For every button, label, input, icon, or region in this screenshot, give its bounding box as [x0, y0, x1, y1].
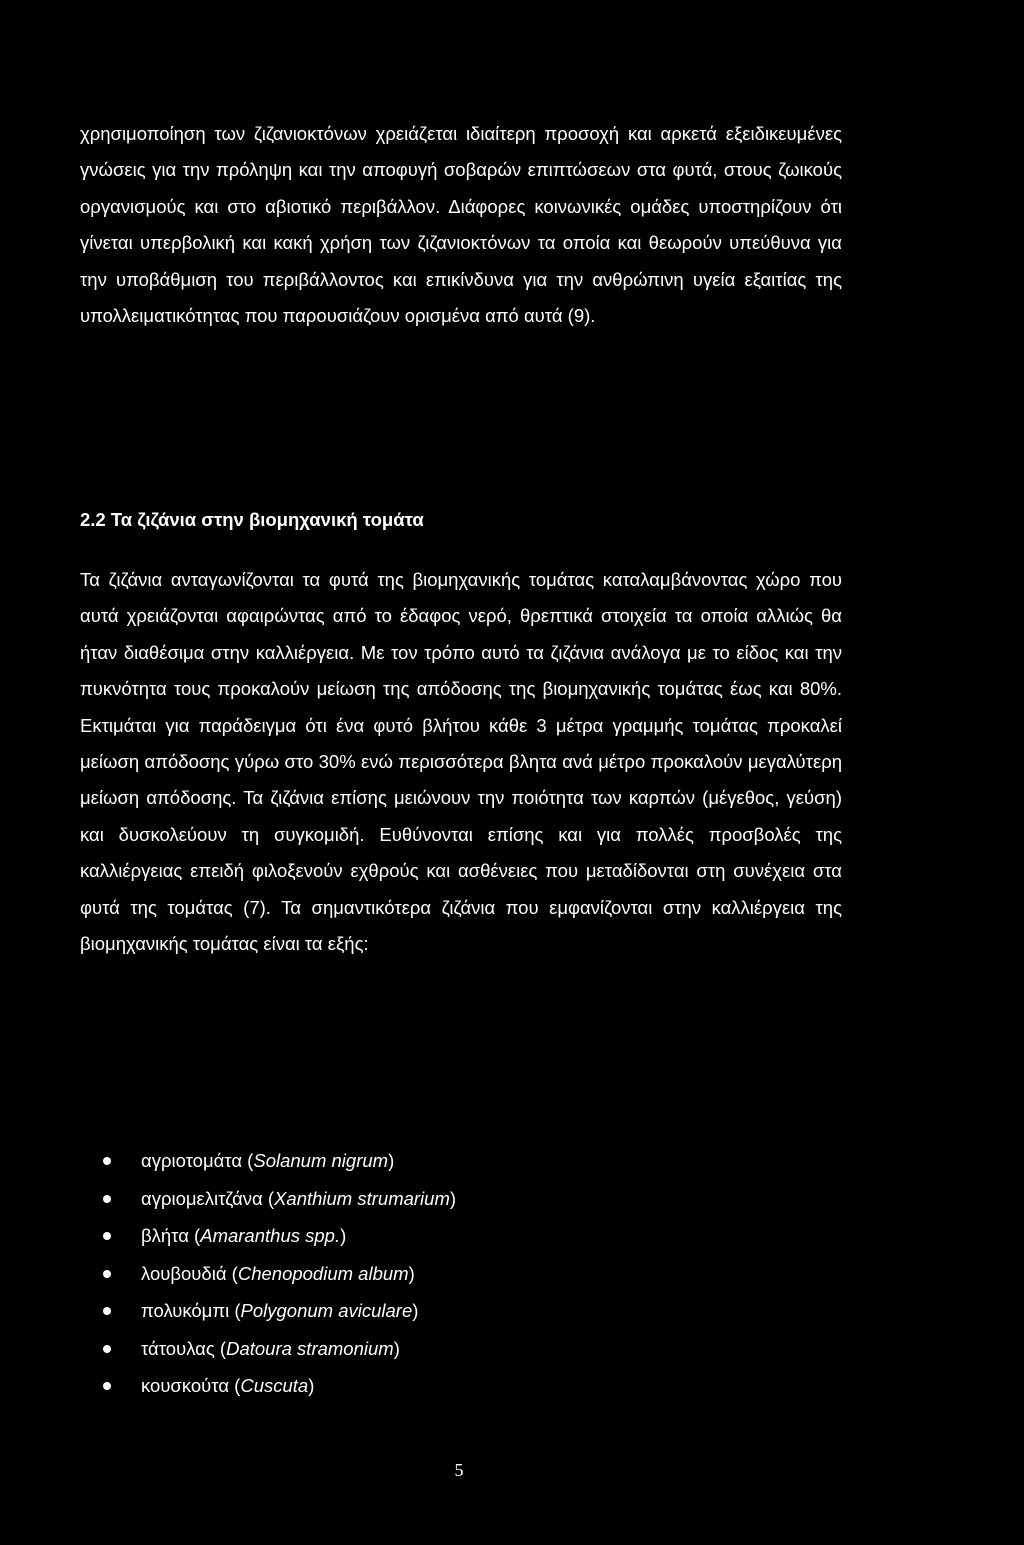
- list-item: αγριοτομάτα (Solanum nigrum): [103, 1142, 456, 1180]
- weed-latin-name: Datoura stramonium: [226, 1337, 394, 1359]
- weed-common-name: βλήτα: [141, 1225, 189, 1246]
- bullet-icon: [103, 1157, 111, 1165]
- section-sentence: Ευθύνονται επίσης και για πολλές προσβολές της καλλιέργειας επειδή φιλοξενούν εχθρούς και ασθένειες που μεταδίδονται στη συνέχεια στα φυτά της τομάτας (7).: [80, 823, 843, 918]
- page-number: 5: [454, 1460, 464, 1480]
- list-item: τάτουλας (Datoura stramonium): [103, 1330, 456, 1368]
- bullet-icon: [103, 1195, 111, 1203]
- bullet-icon: [103, 1270, 111, 1278]
- bullet-icon: [103, 1345, 111, 1353]
- weed-latin-name: Xanthium strumarium: [274, 1187, 450, 1209]
- weed-list: [103, 1142, 456, 1405]
- section-paragraph: [80, 562, 842, 962]
- weed-common-name: αγριομελιτζάνα: [141, 1187, 263, 1209]
- weed-latin-name: Polygonum aviculare: [240, 1300, 413, 1321]
- weed-latin-name: Chenopodium album: [237, 1262, 409, 1284]
- section-sentence: Τα σημαντικότερα ζιζάνια που εμφανίζονται στην καλλιέργεια της βιομηχανικής τομάτας είναι τα εξής:: [80, 896, 842, 955]
- weed-latin-name: Solanum nigrum: [253, 1150, 389, 1171]
- list-item: κουσκούτα (Cuscuta): [103, 1367, 456, 1405]
- list-item: πολυκόμπι (Polygonum aviculare): [103, 1292, 456, 1330]
- weed-latin-name: Cuscuta: [240, 1375, 309, 1396]
- weed-latin-name: Amaranthus spp.: [200, 1225, 341, 1246]
- bullet-icon: [103, 1307, 111, 1315]
- section-sentence: Εκτιμάται για παράδειγμα ότι ένα φυτό βλήτου κάθε 3 μέτρα γραμμής τομάτας προκαλεί μείωση απόδοσης γύρω στο 30% ενώ περισσότερα βλητα ανά μέτρο προκαλούν μεγαλύτερη μείωση απόδοσης.: [80, 714, 842, 809]
- section-sentence: Με τον τρόπο αυτό τα ζιζάνια ανάλογα με το είδος και την πυκνότητα τους προκαλούν μείωση της απόδοσης της βιομηχανικής τομάτας έως και 80%.: [80, 641, 842, 700]
- weed-common-name: κουσκούτα: [141, 1375, 230, 1396]
- weed-common-name: αγριοτομάτα: [141, 1150, 243, 1171]
- list-item: αγριομελιτζάνα (Xanthium strumarium): [103, 1180, 456, 1218]
- list-item: λουβουδιά (Chenopodium album): [103, 1255, 456, 1293]
- bullet-icon: [103, 1382, 111, 1390]
- list-item: βλήτα (Amaranthus spp.): [103, 1217, 456, 1255]
- intro-paragraph: χρησιμοποίηση των ζιζανιοκτόνων χρειάζεται ιδιαίτερη προσοχή και αρκετά εξειδικευμένες γνώσεις για την πρόληψη και την αποφυγή σοβαρών επιπτώσεων στα φυτά, στους ζωικούς οργανισμούς και στο αβιοτικό περιβάλλον. Διάφορες κοινωνικές ομάδες υποστηρίζουν ότι γίνεται υπερβολική και κακή χρήση των ζιζανιοκτόνων τα οποία και θεωρούν υπεύθυνα για την υποβάθμιση του περιβάλλοντος και επικίνδυνα για την ανθρώπινη υγεία εξαιτίας της υπολλειματικότητας που παρουσιάζουν ορισμένα από αυτά (9).: [80, 123, 842, 327]
- section-heading: 2.2 Τα ζιζάνια στην βιομηχανική τομάτα: [80, 509, 424, 530]
- weed-common-name: τάτουλας: [141, 1337, 215, 1359]
- weed-common-name: λουβουδιά: [141, 1262, 227, 1284]
- section-sentence: Τα ζιζάνια ανταγωνίζονται τα φυτά της βιομηχανικής τομάτας καταλαμβάνοντας χώρο που αυτά χρειάζονται αφαιρώντας από το έδαφος νερό, θρεπτικά στοιχεία τα οποία αλλιώς θα ήταν διαθέσιμα στην καλλιέργεια.: [80, 569, 842, 663]
- weed-common-name: πολυκόμπι: [141, 1300, 230, 1321]
- bullet-icon: [103, 1232, 111, 1240]
- section-sentence: Τα ζιζάνια επίσης μειώνουν την ποιότητα των καρπών (μέγεθος, γεύση) και δυσκολεύουν τη συγκομιδή.: [80, 787, 842, 845]
